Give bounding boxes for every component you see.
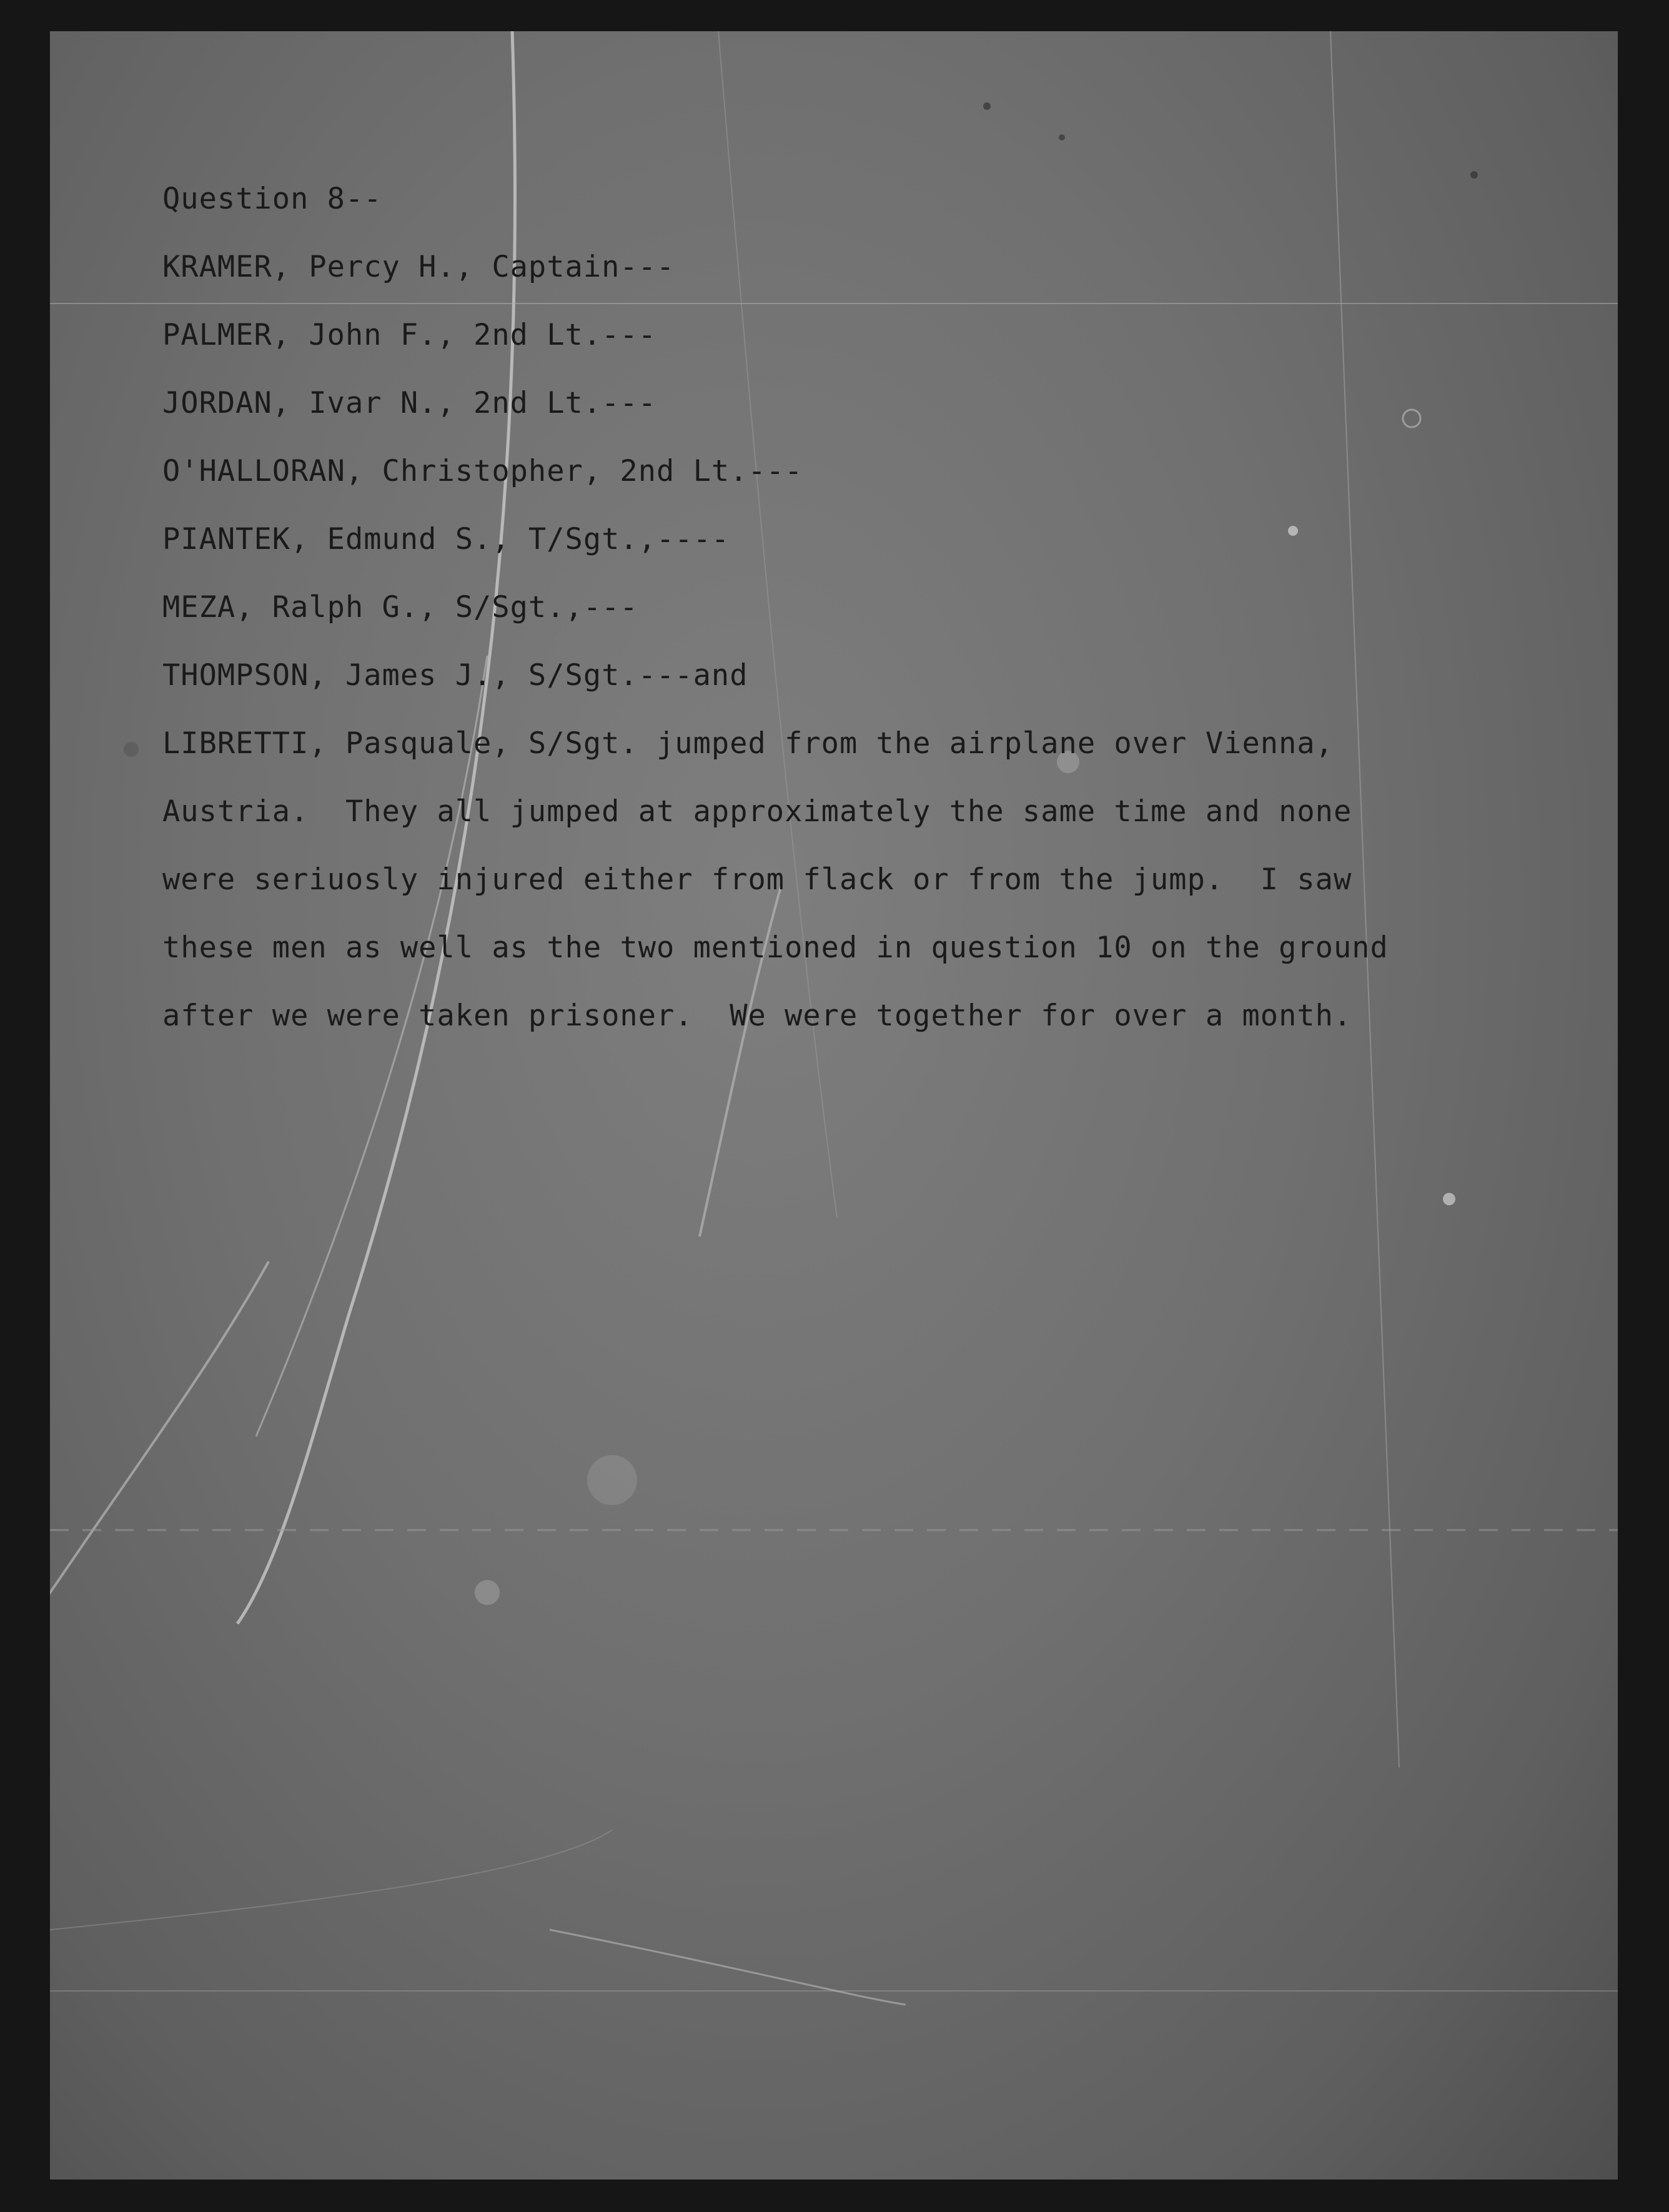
paragraph-line: were seriuosly injured either from flack or from the jump. I saw	[162, 862, 1352, 897]
document-page	[50, 31, 1618, 2180]
crew-name-line: O'HALLORAN, Christopher, 2nd Lt.---	[162, 454, 803, 488]
typed-text-block	[162, 165, 1574, 1050]
statement-paragraph	[162, 709, 1574, 1050]
crew-name-line: PALMER, John F., 2nd Lt.---	[162, 318, 657, 352]
crew-name-line: KRAMER, Percy H., Captain---	[162, 250, 675, 284]
crew-name-line: THOMPSON, James J., S/Sgt.---and	[162, 658, 748, 693]
paragraph-line: these men as well as the two mentioned in question 10 on the ground	[162, 931, 1389, 965]
crew-name-line: JORDAN, Ivar N., 2nd Lt.---	[162, 386, 657, 420]
paragraph-line: LIBRETTI, Pasquale, S/Sgt. jumped from the airplane over Vienna,	[162, 726, 1334, 761]
crew-name-line: MEZA, Ralph G., S/Sgt.,---	[162, 590, 638, 625]
question-heading: Question 8--	[162, 182, 382, 216]
paragraph-line: after we were taken prisoner. We were together for over a month.	[162, 999, 1352, 1033]
paragraph-line: Austria. They all jumped at approximately the same time and none	[162, 794, 1352, 829]
crew-name-line: PIANTEK, Edmund S., T/Sgt.,----	[162, 522, 730, 556]
